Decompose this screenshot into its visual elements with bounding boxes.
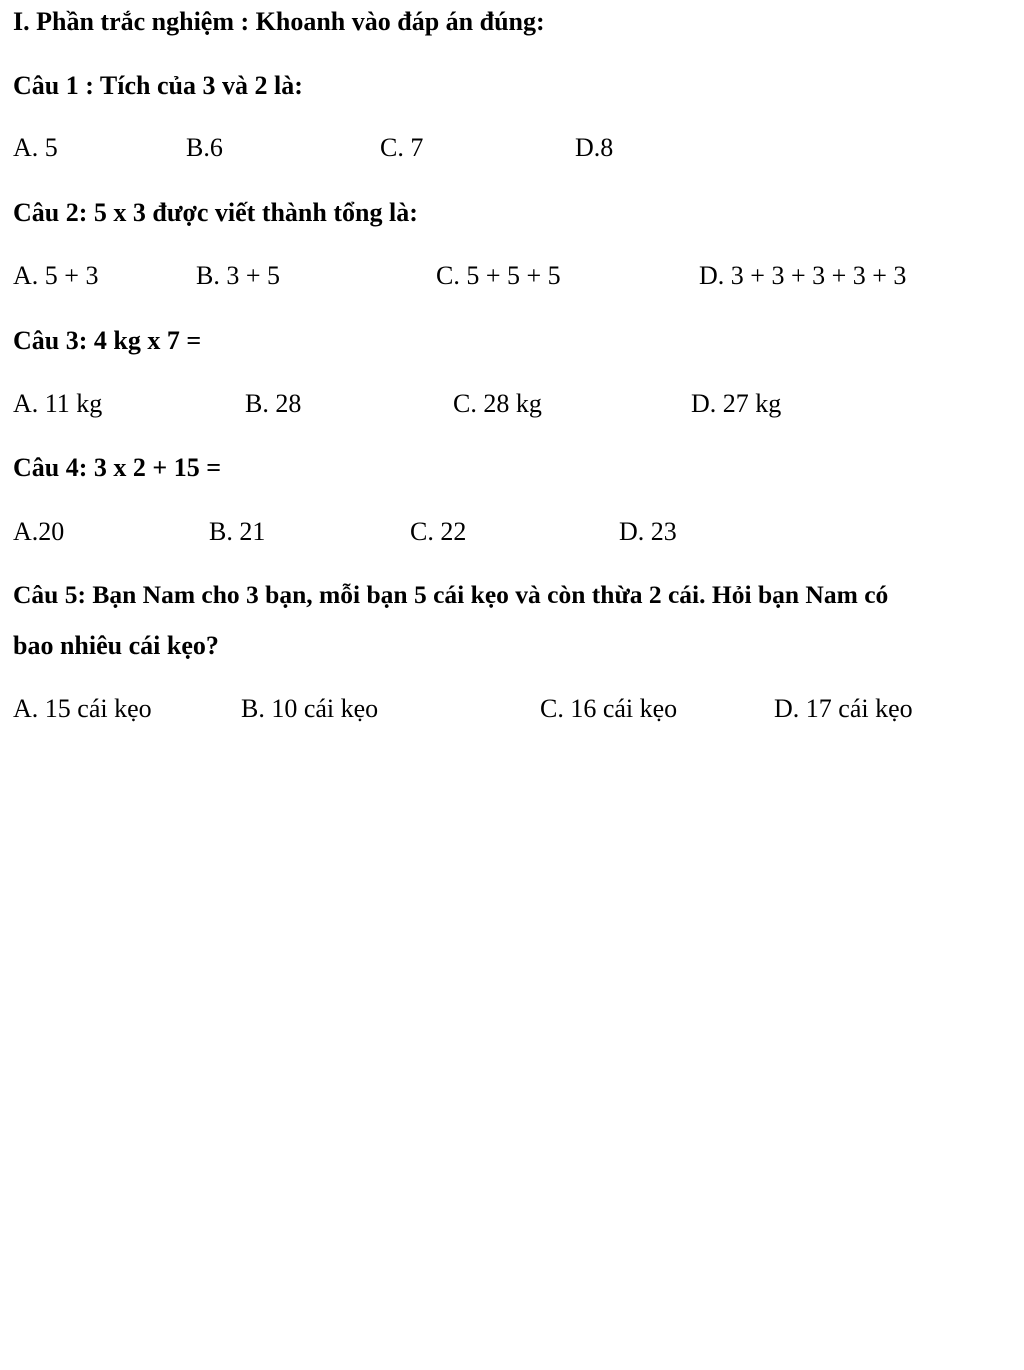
question-4-option-b: B. 21 xyxy=(209,517,266,546)
question-2-option-c: C. 5 + 5 + 5 xyxy=(436,261,561,290)
question-3-option-c: C. 28 kg xyxy=(453,389,542,418)
question-4-option-a: A.20 xyxy=(13,517,65,546)
section-title: I. Phần trắc nghiệm : Khoanh vào đáp án đúng: xyxy=(13,7,545,36)
question-3-prompt: Câu 3: 4 kg x 7 = xyxy=(13,326,202,355)
question-4-option-c: C. 22 xyxy=(410,517,467,546)
question-5-prompt-line-1: Câu 5: Bạn Nam cho 3 bạn, mỗi bạn 5 cái kẹo và còn thừa 2 cái. Hỏi bạn Nam có xyxy=(13,580,889,609)
question-1-option-d: D.8 xyxy=(575,133,614,162)
question-2-option-a: A. 5 + 3 xyxy=(13,261,99,290)
question-1-option-a: A. 5 xyxy=(13,133,58,162)
question-5-option-a: A. 15 cái kẹo xyxy=(13,694,152,723)
question-2-option-d: D. 3 + 3 + 3 + 3 + 3 xyxy=(699,261,907,290)
question-5-option-c: C. 16 cái kẹo xyxy=(540,694,678,723)
question-3-option-a: A. 11 kg xyxy=(13,389,103,418)
question-3-option-b: B. 28 xyxy=(245,389,302,418)
question-3-option-d: D. 27 kg xyxy=(691,389,782,418)
question-2-option-b: B. 3 + 5 xyxy=(196,261,281,290)
question-5-prompt-line-2: bao nhiêu cái kẹo? xyxy=(13,631,219,660)
question-1-prompt: Câu 1 : Tích của 3 và 2 là: xyxy=(13,71,303,100)
question-2-prompt: Câu 2: 5 x 3 được viết thành tổng là: xyxy=(13,198,418,227)
question-5-option-d: D. 17 cái kẹo xyxy=(774,694,913,723)
question-5-option-b: B. 10 cái kẹo xyxy=(241,694,379,723)
question-4-prompt: Câu 4: 3 x 2 + 15 = xyxy=(13,453,222,482)
question-4-option-d: D. 23 xyxy=(619,517,677,546)
question-1-option-c: C. 7 xyxy=(380,133,424,162)
question-1-option-b: B.6 xyxy=(186,133,223,162)
